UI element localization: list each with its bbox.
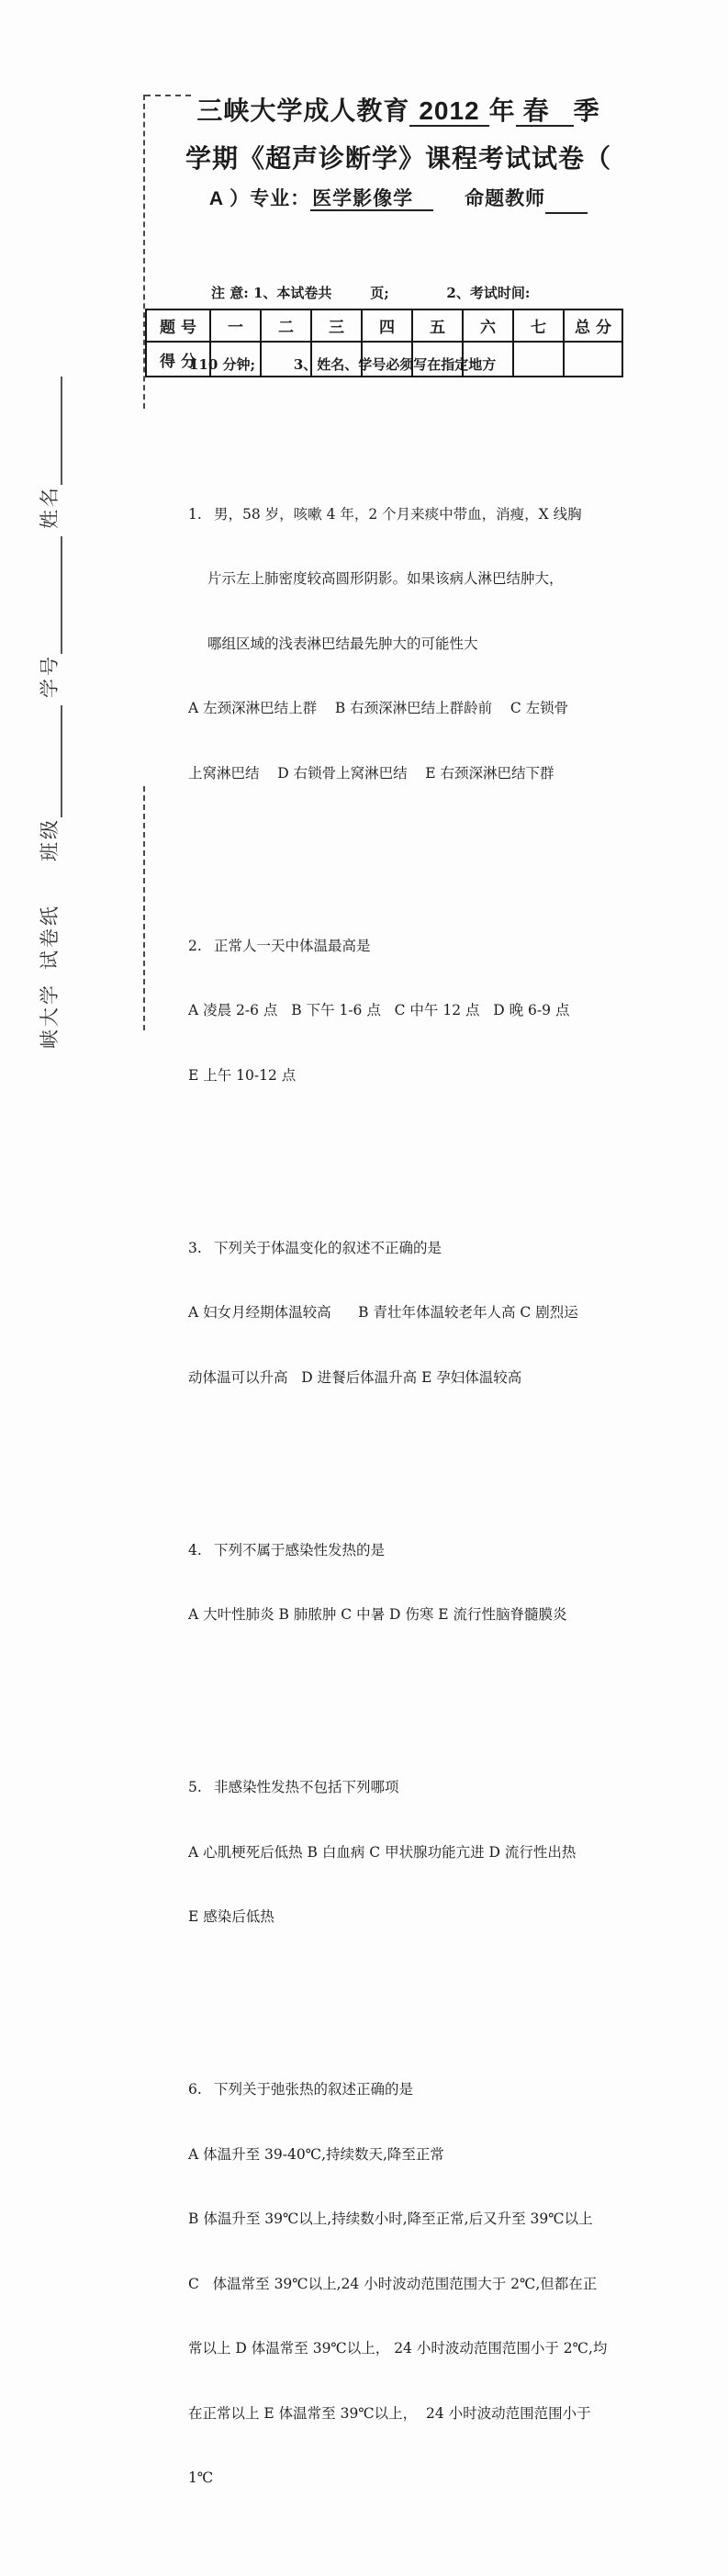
question-options: B 体温升至 39℃以上,持续数小时,降至正常,后又升至 39℃以上 [188, 2210, 593, 2227]
question-number: 6. [188, 2081, 202, 2098]
teacher-label: 命题教师 [465, 188, 546, 209]
question-line [188, 504, 618, 526]
name-blank-line [40, 377, 62, 485]
col-5: 五 [412, 309, 463, 342]
score-table [145, 309, 623, 377]
question-options: 上窝淋巴结 D 右锁骨上窝淋巴结 E 右颈深淋巴结下群 [188, 764, 554, 782]
score-table-header-row [146, 309, 622, 342]
question-number-label: 题 号 [146, 309, 210, 342]
notice-line-2: 110 分钟; 3、姓名、学号必须写在指定地方 [189, 356, 497, 373]
question-line: 片示左上肺密度较高圆形阴影。如果该病人淋巴结肿大， [207, 570, 564, 587]
question-options: A 体温升至 39-40℃,持续数天,降至正常 [188, 2145, 444, 2163]
question-options: A 妇女月经期体温较高 B 青壮年体温较老年人高 C 剧烈运 [188, 1304, 578, 1321]
col-7: 七 [513, 309, 564, 342]
question-line: 哪组区域的浅表淋巴结最先肿大的可能性大 [207, 635, 478, 652]
score-cell [261, 342, 311, 377]
col-6: 六 [463, 309, 513, 342]
score-label: 得 分 [146, 342, 210, 377]
title-line-2: 学期《超声诊断学》课程考试试卷（ [185, 144, 611, 173]
student-id-label: 学号 [39, 654, 61, 698]
paper-variant-label: A ）专业： [208, 188, 311, 209]
question-line [188, 1777, 618, 1799]
class-label: 班级 [39, 817, 61, 861]
question-options: 动体温可以升高 D 进餐后体温升高 E 孕妇体温较高 [188, 1368, 522, 1386]
question-line [188, 1540, 618, 1562]
question-list [188, 396, 618, 2576]
question-number: 3. [188, 1239, 202, 1256]
title-season-fill: 春 [516, 96, 574, 127]
student-id-blank-line [40, 536, 62, 654]
col-4: 四 [362, 309, 412, 342]
question-options: A 左颈深淋巴结上群 B 右颈深淋巴结上群龄前 C 左锁骨 [188, 700, 569, 716]
score-cell [463, 342, 513, 377]
question-line [188, 936, 618, 958]
question-stem: 下列关于体温变化的叙述不正确的是 [214, 1239, 442, 1256]
university-label: 峡大学 [39, 983, 61, 1049]
score-cell [513, 342, 564, 377]
score-table-score-row [146, 342, 622, 377]
col-total: 总 分 [564, 309, 622, 342]
question-number: 2. [188, 937, 202, 954]
question-options: A 大叶性肺炎 B 肺脓肿 C 中暑 D 伤寒 E 流行性脑脊髓膜炎 [188, 1606, 567, 1623]
question-6 [188, 2036, 618, 2533]
col-1: 一 [210, 309, 261, 342]
question-options: 1℃ [188, 2469, 214, 2486]
score-cell [412, 342, 463, 377]
exam-title-block [145, 96, 652, 214]
question-options: E 上午 10-12 点 [188, 1066, 297, 1084]
question-4 [188, 1497, 618, 1670]
question-options: 常以上 D 体温常至 39℃以上， 24 小时波动范围范围小于 2℃,均 [188, 2340, 608, 2357]
paper-type-label: 试卷纸 [39, 904, 61, 970]
question-line [188, 1238, 618, 1260]
question-stem: 非感染性发热不包括下列哪项 [214, 1779, 399, 1795]
question-stem: 下列关于弛张热的叙述正确的是 [214, 2081, 414, 2098]
binding-dashed-line-bottom [143, 786, 145, 1030]
question-options: E 感染后低热 [188, 1908, 274, 1925]
question-number: 4. [188, 1541, 202, 1558]
major-fill: 医学影像学 [310, 188, 433, 211]
title-season-unit: 季 [573, 96, 600, 125]
title-year-unit: 年 [488, 96, 516, 125]
question-line [188, 2079, 618, 2101]
question-stem: 下列不属于感染性发热的是 [214, 1541, 386, 1558]
question-2 [188, 893, 618, 1131]
title-line-1 [145, 96, 652, 127]
question-number: 5. [188, 1779, 202, 1795]
binding-edge-text [37, 323, 62, 1049]
question-options: A 凌晨 2-6 点 B 下午 1-6 点 C 中午 12 点 D 晚 6-9 点 [188, 1002, 570, 1018]
title-school: 三峡大学成人教育 [196, 96, 410, 125]
col-3: 三 [311, 309, 362, 342]
notice-line-1: 注 意: 1、本试卷共 页; 2、考试时间: [211, 285, 531, 301]
question-number: 1. [188, 505, 202, 523]
col-2: 二 [261, 309, 311, 342]
score-cell [311, 342, 362, 377]
score-cell [210, 342, 261, 377]
question-stem: 正常人一天中体温最高是 [214, 937, 371, 954]
title-line-3 [145, 186, 652, 214]
class-blank-line [40, 705, 62, 817]
title-year-fill: 2012 [409, 96, 488, 127]
score-cell [564, 342, 622, 377]
question-stem: 男，58 岁，咳嗽 4 年，2 个月来痰中带血，消瘦，X 线胸 [214, 505, 582, 523]
question-options: 在正常以上 E 体温常至 39℃以上， 24 小时波动范围范围小于 [188, 2404, 591, 2422]
question-3 [188, 1195, 618, 1433]
question-options: C 体温常至 39℃以上,24 小时波动范围范围大于 2℃,但都在正 [188, 2275, 598, 2292]
question-options: A 心肌梗死后低热 B 白血病 C 甲状腺功能亢进 D 流行性出热 [188, 1843, 577, 1861]
teacher-blank-line [545, 192, 588, 214]
name-label: 姓名 [39, 485, 61, 529]
score-cell [362, 342, 412, 377]
question-1 [188, 461, 618, 828]
question-5 [188, 1734, 618, 1972]
